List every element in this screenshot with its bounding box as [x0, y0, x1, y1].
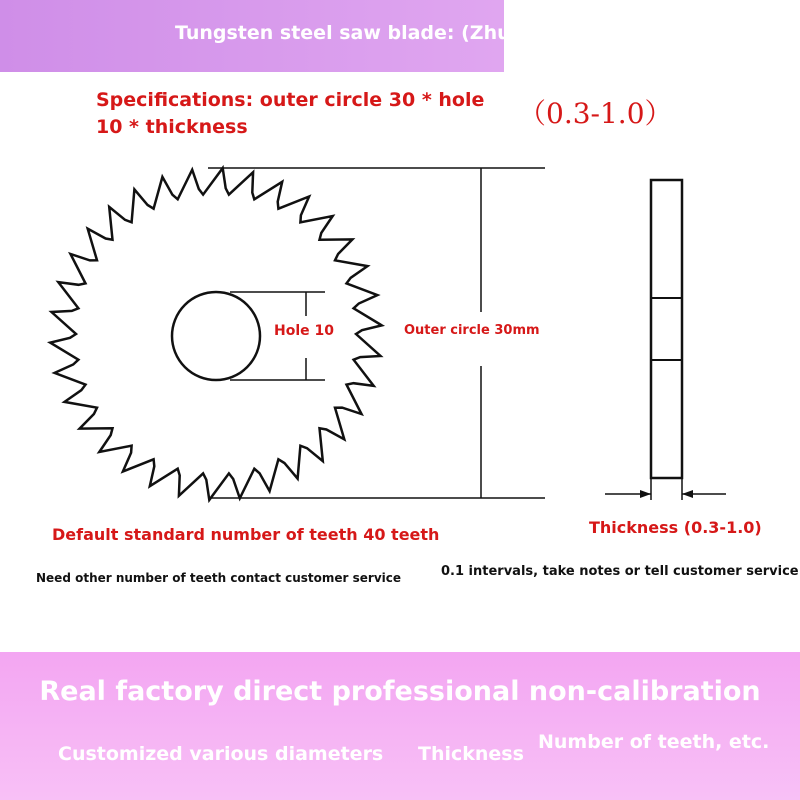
thickness-arrowhead-right	[682, 490, 693, 498]
hole-label: Hole 10	[274, 323, 334, 339]
bottom-headline: Real factory direct professional non-calibration	[39, 676, 761, 707]
blade-side-view	[651, 180, 682, 478]
spec-thickness-range: （0.3-1.0）	[518, 97, 673, 130]
teeth-note: Need other number of teeth contact customer service	[36, 571, 402, 585]
feature-teeth: Number of teeth, etc.	[538, 731, 770, 753]
teeth-count-label: Default standard number of teeth 40 teeth	[52, 525, 440, 544]
thickness-label: Thickness (0.3-1.0)	[589, 518, 762, 537]
feature-thickness: Thickness	[418, 743, 524, 765]
spec-line-2: 10 * thickness	[96, 116, 248, 138]
interval-note: 0.1 intervals, take notes or tell customer service	[441, 564, 799, 579]
feature-diameters: Customized various diameters	[58, 743, 384, 765]
spec-line-1: Specifications: outer circle 30 * hole	[96, 89, 485, 111]
outer-circle-label: Outer circle 30mm	[404, 323, 540, 338]
banner-title: Tungsten steel saw blade: (Zhuzhou YW2)	[174, 22, 626, 44]
bottom-banner	[0, 652, 800, 800]
center-hole	[172, 292, 260, 380]
thickness-arrowhead-left	[640, 490, 651, 498]
